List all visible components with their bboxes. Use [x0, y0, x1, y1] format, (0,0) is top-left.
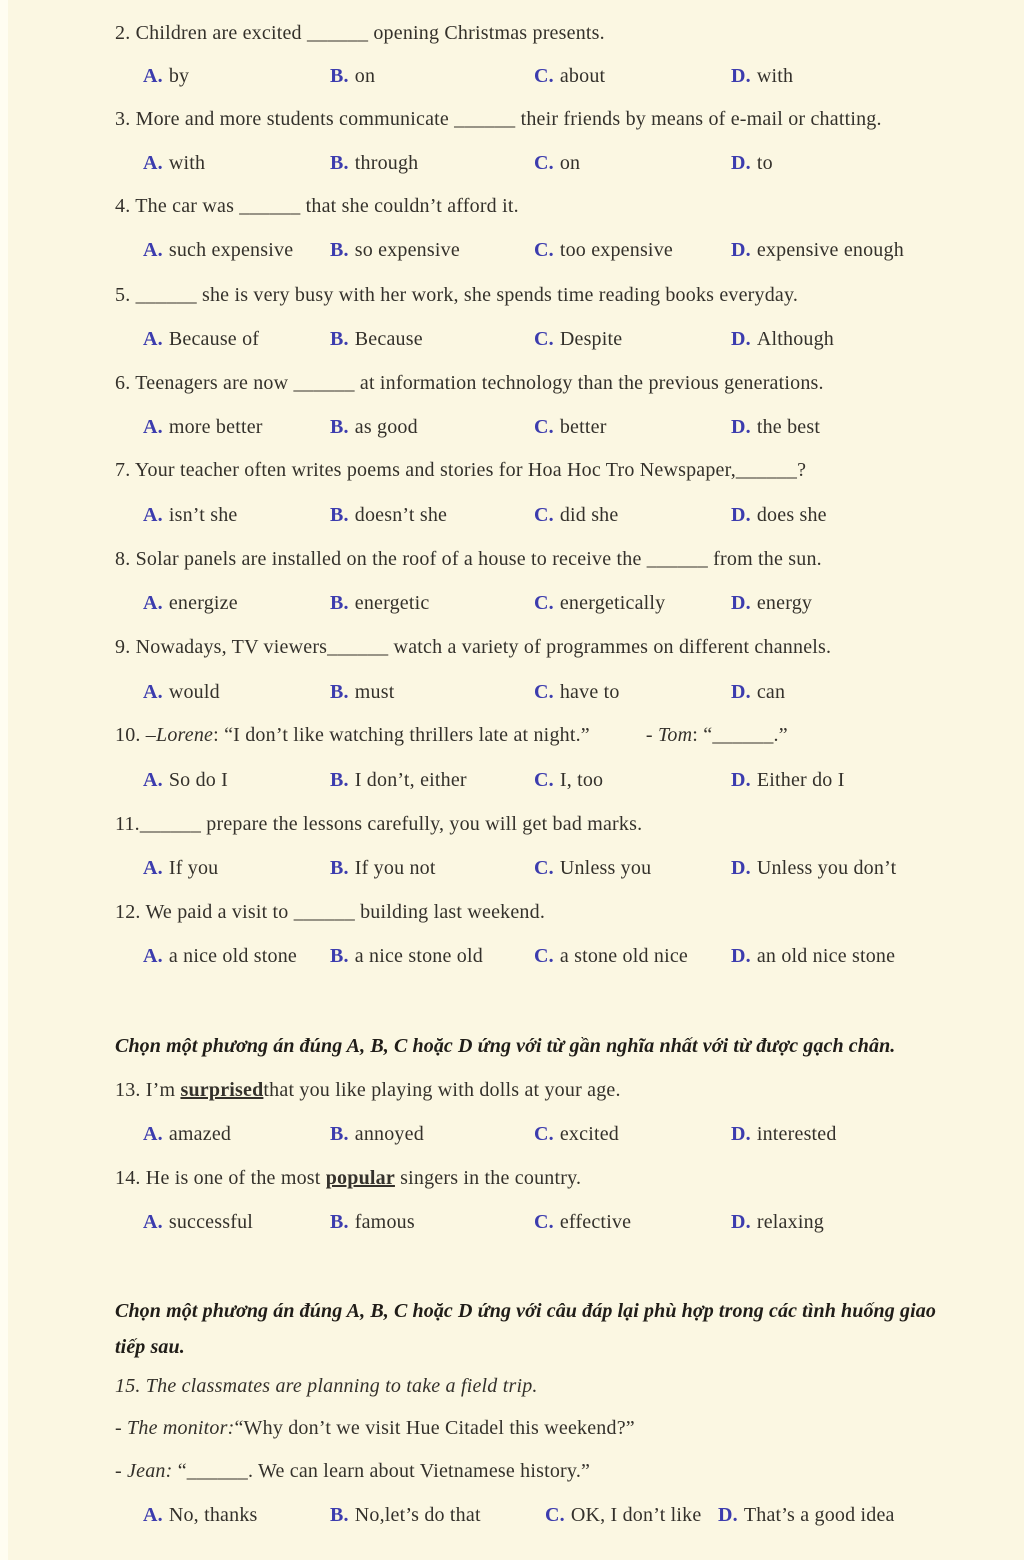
option-letter: C.	[534, 857, 554, 879]
text-segment: 7. Your teacher often writes poems and stories for Hoa Hoc Tro Newspaper,______?	[115, 459, 807, 481]
option-text: Because	[354, 328, 423, 350]
option-letter: C.	[534, 152, 554, 174]
option-item	[534, 414, 607, 441]
option-letter: D.	[731, 152, 751, 174]
options-14	[0, 1209, 1024, 1236]
text-segment: 2. Children are excited ______ opening Christmas presents.	[115, 22, 605, 44]
option-letter: C.	[534, 328, 554, 350]
option-text: excited	[559, 1123, 619, 1145]
option-item	[330, 150, 418, 177]
text-segment: Lorene	[156, 724, 214, 746]
option-letter: D.	[731, 504, 751, 526]
option-letter: B.	[330, 945, 349, 967]
options-2	[0, 63, 1024, 90]
option-text: interested	[756, 1123, 837, 1145]
option-item	[534, 502, 618, 529]
option-text: energetically	[559, 592, 666, 614]
option-item	[330, 237, 460, 264]
question-15	[115, 1373, 538, 1400]
option-letter: A.	[143, 1123, 163, 1145]
option-text: as good	[354, 416, 418, 438]
option-text: Unless you	[559, 857, 652, 879]
option-letter: D.	[731, 592, 751, 614]
option-text: relaxing	[756, 1211, 824, 1233]
question-11	[115, 811, 642, 838]
text-segment: -	[645, 724, 658, 746]
option-item	[534, 326, 622, 353]
text-segment: “______. We can learn about Vietnamese history.”	[177, 1460, 591, 1482]
option-letter: B.	[330, 769, 349, 791]
option-item	[143, 590, 238, 617]
option-item	[143, 767, 228, 794]
question-8	[115, 546, 822, 573]
option-text: energy	[756, 592, 813, 614]
option-letter: A.	[143, 239, 163, 261]
option-text: through	[354, 152, 419, 174]
option-item	[534, 1121, 619, 1148]
option-item	[731, 414, 820, 441]
option-item	[330, 1502, 481, 1529]
options-3	[0, 150, 1024, 177]
option-item	[143, 679, 220, 706]
option-text: expensive enough	[756, 239, 904, 261]
option-text: does she	[756, 504, 827, 526]
option-text: with	[168, 152, 206, 174]
question-3	[115, 106, 882, 133]
option-text: Although	[756, 328, 835, 350]
option-letter: D.	[731, 239, 751, 261]
option-letter: A.	[143, 504, 163, 526]
option-letter: A.	[143, 65, 163, 87]
option-text: doesn’t she	[354, 504, 448, 526]
section-instruction-response	[115, 1293, 945, 1365]
option-item	[330, 502, 447, 529]
option-text: isn’t she	[168, 504, 238, 526]
option-letter: B.	[330, 1123, 349, 1145]
option-text: annoyed	[354, 1123, 424, 1145]
option-text: the best	[756, 416, 821, 438]
option-letter: B.	[330, 857, 349, 879]
question-15-jean	[115, 1458, 590, 1485]
option-text: If you not	[354, 857, 436, 879]
option-text: must	[354, 681, 395, 703]
question-6	[115, 370, 824, 397]
option-letter: A.	[143, 152, 163, 174]
text-segment: 8. Solar panels are installed on the roof of a house to receive the ______ from the sun.	[115, 548, 822, 570]
option-letter: D.	[731, 65, 751, 87]
option-text: a stone old nice	[559, 945, 689, 967]
option-item	[534, 767, 603, 794]
text-segment: 15. The classmates are planning to take a field trip.	[115, 1375, 538, 1397]
option-item	[534, 855, 651, 882]
option-item	[143, 943, 297, 970]
text-segment: Tom	[657, 724, 693, 746]
option-item	[731, 237, 904, 264]
option-item	[731, 855, 896, 882]
option-letter: D.	[731, 681, 751, 703]
option-item	[731, 767, 845, 794]
option-letter: D.	[731, 1123, 751, 1145]
option-item	[330, 943, 483, 970]
option-item	[545, 1502, 701, 1529]
option-letter: B.	[330, 328, 349, 350]
option-text: famous	[354, 1211, 415, 1233]
question-13	[115, 1077, 621, 1104]
option-letter: A.	[143, 769, 163, 791]
option-item	[718, 1502, 895, 1529]
option-text: If you	[168, 857, 219, 879]
option-text: I don’t, either	[354, 769, 467, 791]
text-segment: 9. Nowadays, TV viewers______ watch a variety of programmes on different channels.	[115, 636, 832, 658]
option-item	[143, 1121, 231, 1148]
option-item	[534, 679, 620, 706]
text-segment: Chọn một phương án đúng A, B, C hoặc D ứng với từ gần nghĩa nhất với từ được gạch chân.	[115, 1035, 896, 1057]
question-5	[115, 282, 798, 309]
options-8	[0, 590, 1024, 617]
option-item	[534, 943, 688, 970]
option-letter: B.	[330, 592, 349, 614]
option-item	[330, 855, 436, 882]
option-text: an old nice stone	[756, 945, 896, 967]
option-text: a nice stone old	[354, 945, 483, 967]
options-5	[0, 326, 1024, 353]
option-item	[143, 237, 293, 264]
options-10	[0, 767, 1024, 794]
question-10	[115, 722, 788, 749]
option-text: on	[559, 152, 581, 174]
option-item	[731, 590, 812, 617]
option-letter: A.	[143, 592, 163, 614]
option-letter: A.	[143, 328, 163, 350]
text-segment: 14. He is one of the most	[115, 1167, 326, 1189]
option-item	[731, 1209, 824, 1236]
option-letter: C.	[534, 1211, 554, 1233]
options-12	[0, 943, 1024, 970]
option-item	[330, 414, 418, 441]
option-letter: C.	[534, 504, 554, 526]
option-letter: B.	[330, 65, 349, 87]
option-text: So do I	[168, 769, 229, 791]
option-item	[731, 943, 895, 970]
option-item	[330, 326, 423, 353]
text-segment: - Jean:	[115, 1460, 178, 1482]
option-item	[731, 63, 793, 90]
question-4	[115, 193, 519, 220]
text-segment: 13. I’m	[115, 1079, 181, 1101]
options-9	[0, 679, 1024, 706]
question-9	[115, 634, 831, 661]
option-item	[143, 150, 205, 177]
option-letter: C.	[534, 239, 554, 261]
option-item	[143, 1209, 253, 1236]
text-segment: 11.______ prepare the lessons carefully, you will get bad marks.	[115, 813, 643, 835]
option-text: by	[168, 65, 190, 87]
option-text: did she	[559, 504, 619, 526]
text-segment: : “______.”	[692, 724, 788, 746]
options-4	[0, 237, 1024, 264]
option-text: I, too	[559, 769, 604, 791]
option-letter: A.	[143, 416, 163, 438]
option-item	[534, 590, 665, 617]
text-segment: surprised	[180, 1079, 264, 1101]
option-text: too expensive	[559, 239, 673, 261]
text-segment: 4. The car was ______ that she couldn’t afford it.	[115, 195, 519, 217]
option-item	[534, 237, 673, 264]
question-14	[115, 1165, 581, 1192]
option-text: successful	[168, 1211, 254, 1233]
option-item	[731, 326, 834, 353]
option-item	[534, 150, 580, 177]
option-letter: C.	[534, 681, 554, 703]
option-letter: C.	[545, 1504, 565, 1526]
option-letter: B.	[330, 152, 349, 174]
option-letter: D.	[731, 1211, 751, 1233]
text-segment: 5. ______ she is very busy with her work, she spends time reading books everyday.	[115, 284, 799, 306]
option-letter: A.	[143, 1211, 163, 1233]
option-letter: B.	[330, 239, 349, 261]
option-letter: A.	[143, 945, 163, 967]
option-letter: C.	[534, 1123, 554, 1145]
option-item	[330, 679, 394, 706]
question-12	[115, 899, 545, 926]
option-text: Either do I	[756, 769, 845, 791]
option-text: to	[756, 152, 773, 174]
options-7	[0, 502, 1024, 529]
option-text: more better	[168, 416, 263, 438]
option-item	[143, 63, 189, 90]
text-segment: that you like playing with dolls at your age.	[263, 1079, 621, 1101]
option-text: OK, I don’t like	[570, 1504, 702, 1526]
option-item	[143, 414, 263, 441]
text-segment: Chọn một phương án đúng A, B, C hoặc D ứng với câu đáp lại phù hợp trong các tình huống giao tiếp sau.	[115, 1300, 936, 1358]
option-item	[330, 767, 467, 794]
option-text: about	[559, 65, 606, 87]
option-text: amazed	[168, 1123, 232, 1145]
option-item	[731, 679, 785, 706]
option-text: energetic	[354, 592, 430, 614]
option-letter: B.	[330, 504, 349, 526]
option-text: energize	[168, 592, 238, 614]
option-letter: D.	[731, 328, 751, 350]
option-item	[330, 590, 429, 617]
option-text: can	[756, 681, 786, 703]
option-letter: C.	[534, 592, 554, 614]
option-letter: D.	[731, 769, 751, 791]
question-7	[115, 457, 806, 484]
section-instruction-synonym	[115, 1033, 895, 1060]
text-segment: popular	[325, 1167, 395, 1189]
text-segment: 12. We paid a visit to ______ building last weekend.	[115, 901, 546, 923]
option-item	[143, 1502, 258, 1529]
option-text: have to	[559, 681, 620, 703]
option-text: Despite	[559, 328, 623, 350]
option-item	[143, 855, 218, 882]
option-item	[330, 1209, 415, 1236]
option-text: effective	[559, 1211, 632, 1233]
text-segment: 6. Teenagers are now ______ at information technology than the previous generations.	[115, 372, 824, 394]
option-text: Unless you don’t	[756, 857, 897, 879]
text-segment: 10. –	[115, 724, 156, 746]
option-item	[731, 1121, 837, 1148]
option-letter: C.	[534, 945, 554, 967]
option-text: Because of	[168, 328, 260, 350]
text-segment: singers in the country.	[394, 1167, 582, 1189]
option-letter: D.	[731, 945, 751, 967]
option-text: a nice old stone	[168, 945, 298, 967]
option-item	[731, 502, 827, 529]
option-letter: A.	[143, 1504, 163, 1526]
option-text: That’s a good idea	[743, 1504, 895, 1526]
option-item	[534, 63, 605, 90]
option-letter: B.	[330, 681, 349, 703]
option-item	[330, 1121, 424, 1148]
text-segment: - The monitor:	[115, 1417, 235, 1439]
option-letter: D.	[718, 1504, 738, 1526]
option-letter: B.	[330, 1211, 349, 1233]
question-2	[115, 20, 605, 47]
text-segment: 3. More and more students communicate ______ their friends by means of e-mail or chatting.	[115, 108, 882, 130]
option-text: with	[756, 65, 794, 87]
option-text: on	[354, 65, 376, 87]
options-15	[0, 1502, 1024, 1529]
option-letter: B.	[330, 416, 349, 438]
option-letter: D.	[731, 857, 751, 879]
question-15-monitor	[115, 1415, 635, 1442]
option-letter: B.	[330, 1504, 349, 1526]
option-letter: C.	[534, 769, 554, 791]
option-text: such expensive	[168, 239, 294, 261]
option-text: No,let’s do that	[354, 1504, 481, 1526]
option-text: would	[168, 681, 220, 703]
option-letter: D.	[731, 416, 751, 438]
option-text: No, thanks	[168, 1504, 258, 1526]
option-item	[330, 63, 375, 90]
option-item	[143, 326, 259, 353]
option-text: better	[559, 416, 607, 438]
option-item	[731, 150, 773, 177]
option-letter: C.	[534, 416, 554, 438]
option-item	[534, 1209, 631, 1236]
option-letter: A.	[143, 681, 163, 703]
options-11	[0, 855, 1024, 882]
option-letter: A.	[143, 857, 163, 879]
option-letter: C.	[534, 65, 554, 87]
options-13	[0, 1121, 1024, 1148]
text-segment: : “I don’t like watching thrillers late at night.”	[213, 724, 590, 746]
options-6	[0, 414, 1024, 441]
text-segment: “Why don’t we visit Hue Citadel this weekend?”	[234, 1417, 635, 1439]
option-item	[143, 502, 238, 529]
option-text: so expensive	[354, 239, 460, 261]
